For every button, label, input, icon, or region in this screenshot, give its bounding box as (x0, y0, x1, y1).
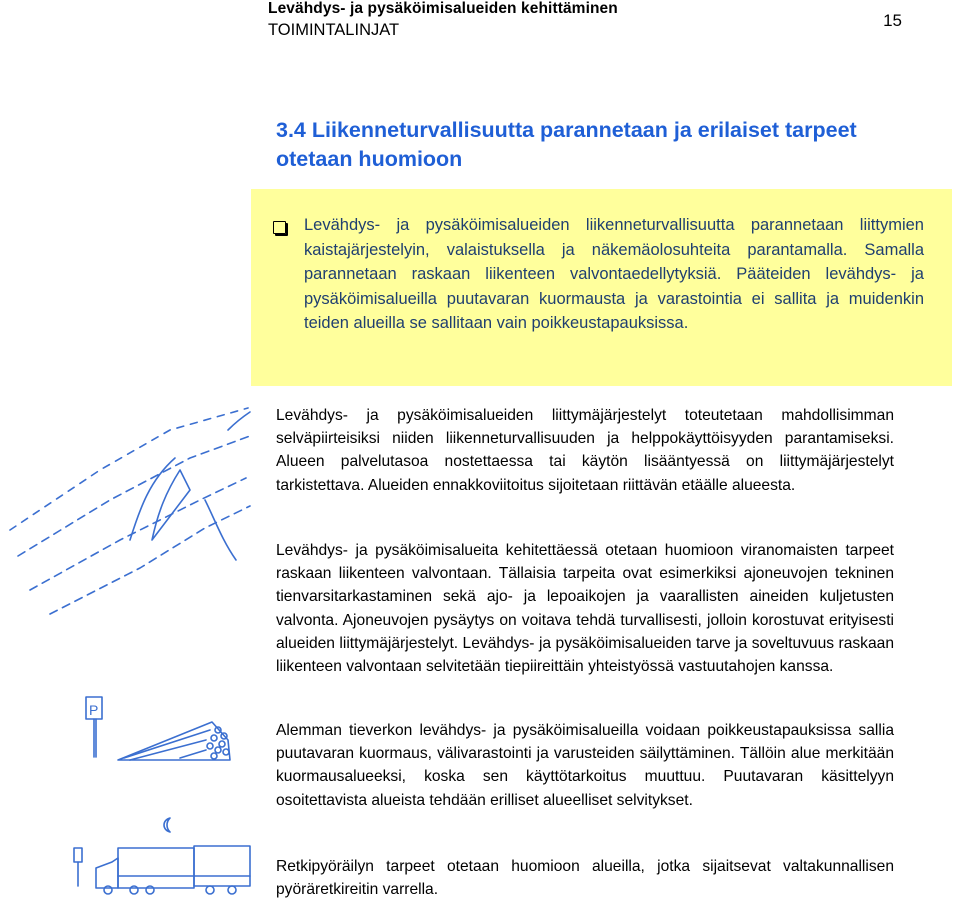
truck-icon (74, 846, 250, 894)
sign-letter: P (89, 702, 99, 718)
timber-pile-icon (118, 722, 230, 760)
sketch-illustrations (0, 0, 270, 898)
paragraph-enforcement: Levähdys- ja pysäköimisalueita kehitettäessä otetaan huomioon viranomaisten tarpeet raskaan liikenteen valvontaan. Tällaisia tarpeita ovat esimerkiksi ajoneuvojen tekninen tienvarsitarkastaminen sekä ajo- ja lepoaikojen ja vaarallisten aineiden kuljetusten valvonta. Ajoneuvojen pysäytys on voitava tehdä turvallisesti, jolloin korostuvat erityisesti alueiden liittymäjärjestelyt. Levähdys- ja pysäköimisalueiden tarve ja soveltuvuus raskaan liikenteen valvontaan selvitetään tiepiireittäin yhteistyössä vastuutahojen kanssa. (276, 542, 894, 676)
highlight-text: Levähdys- ja pysäköimisalueiden liikenneturvallisuutta parannetaan liittymien kaistajärjestelyin, valaistuksella ja näkemäolosuhteita parantamalla. Samalla parannetaan raskaan liikenteen valvontaedellytyksiä. Pääteiden levähdys- ja pysäköimisalueilla puutavaran kuormausta ja varastointia ei sallita ja muidenkin teiden alueilla se sallitaan vain poikkeustapauksissa. (304, 216, 924, 332)
checkbox-bullet-icon (273, 221, 286, 234)
moon-icon (164, 818, 170, 832)
highlight-box (251, 189, 952, 386)
road-junction-sketch-icon (10, 408, 250, 614)
section-heading: 3.4 Liikenneturvallisuutta parannetaan ja erilaiset tarpeet otetaan huomioon (276, 118, 857, 171)
paragraph-junctions: Levähdys- ja pysäköimisalueiden liittymäjärjestelyt toteutetaan mahdollisimman selväpiirteisiksi niiden liikenneturvallisuuden ja helppokäyttöisyyden parantamiseksi. Alueen palvelutasoa nostettaessa tai käytön lisääntyessä on liittymäjärjestelyt tarkistettava. Alueiden ennakkoviitoitus sijoitetaan riittävän etäälle alueesta. (276, 407, 894, 494)
page-number: 15 (883, 11, 902, 30)
section-label: TOIMINTALINJAT (268, 21, 400, 39)
document-title: Levähdys- ja pysäköimisalueiden kehittäminen (268, 0, 618, 17)
paragraph-timber: Alemman tieverkon levähdys- ja pysäköimisalueilla voidaan poikkeustapauksissa sallia puutavaran kuormaus, välivarastointi ja varusteiden säilyttäminen. Tällöin alue merkitään kuormausalueeksi, koska sen käyttötarkoitus muuttuu. Puutavaran käsittelyyn osoitettavista alueista tehdään erilliset alueelliset selvitykset. (276, 722, 894, 809)
paragraph-cycling: Retkipyöräilyn tarpeet otetaan huomioon alueilla, jotka sijaitsevat valtakunnallisen pyöräretkireitin varrella. (276, 858, 894, 899)
